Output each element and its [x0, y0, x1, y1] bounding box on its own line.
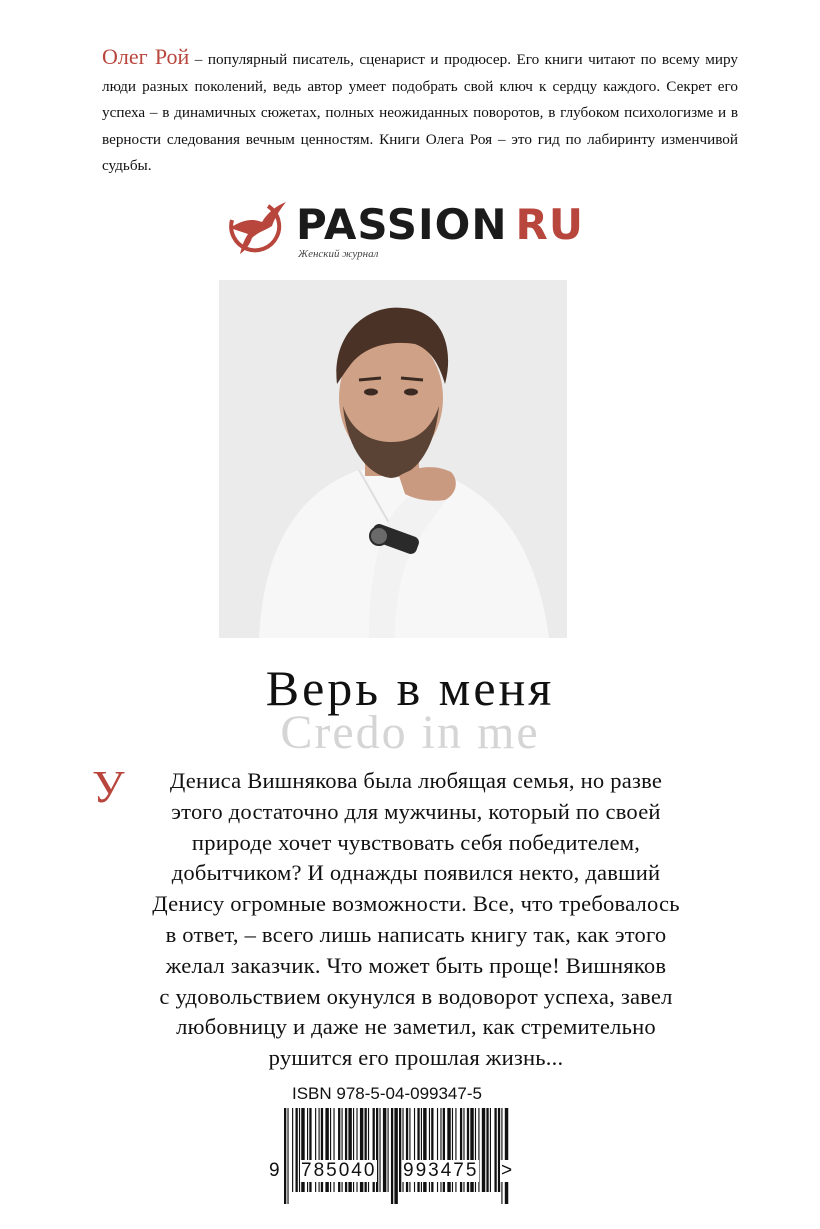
barcode-bar	[284, 1108, 286, 1204]
barcode-bar	[383, 1108, 386, 1192]
book-title: Верь в меня	[265, 660, 555, 716]
barcode-bar	[505, 1108, 508, 1204]
isbn-label: ISBN 978-5-04-099347-5	[292, 1084, 482, 1103]
blurb-line: любовницу и даже не заметил, как стремительно	[176, 1014, 656, 1040]
blurb-line: Денису огромные возможности. Все, что требовалось	[152, 891, 680, 917]
blurb-line: в ответ, – всего лишь написать книгу так, как этого	[165, 921, 667, 947]
barcode-bar	[399, 1108, 401, 1192]
author-bio	[102, 44, 738, 180]
logo-name-main: PASSION	[296, 200, 508, 249]
barcode-bar	[482, 1108, 485, 1192]
author-name: Олег Рой	[102, 44, 190, 69]
barcode-group-left: 785040	[301, 1160, 377, 1181]
barcode-bar	[494, 1108, 496, 1192]
barcode-arrow: >	[501, 1160, 513, 1181]
barcode-bar	[388, 1108, 389, 1192]
barcode-bar	[391, 1108, 393, 1204]
blurb-line: добытчиком? И однажды появился некто, давший	[171, 860, 661, 886]
blurb-dropcap: У	[92, 761, 125, 812]
barcode-bar	[490, 1108, 491, 1192]
logo-wordmark	[296, 200, 584, 249]
barcode-bar	[296, 1108, 298, 1192]
bird-emblem-icon	[222, 198, 288, 260]
barcode-bar	[486, 1108, 488, 1192]
logo-tagline: Женский журнал	[298, 248, 379, 260]
blurb-line: Дениса Вишнякова была любящая семья, но разве	[169, 768, 663, 793]
barcode-bar	[501, 1108, 502, 1204]
book-blurb	[92, 761, 736, 1074]
book-subtitle: Credo in me	[280, 706, 540, 759]
barcode-graphic	[282, 1108, 512, 1204]
author-photo	[219, 280, 567, 638]
blurb-line: рушится его прошлая жизнь...	[268, 1045, 564, 1071]
logo-name-accent: RU	[515, 200, 584, 249]
barcode-group-right: 993475	[403, 1160, 479, 1181]
blurb-line: с удовольствием окунулся в водоворот успеха, завел	[159, 983, 673, 1009]
blurb-line: природе хочет чувствовать себя победителем,	[191, 829, 641, 855]
barcode-bar	[292, 1108, 293, 1192]
passion-ru-logo	[222, 198, 584, 264]
author-portrait-illustration	[219, 280, 567, 638]
blurb-line: этого достаточно для мужчины, который по своей	[171, 798, 661, 824]
barcode-bar	[287, 1108, 288, 1204]
barcode-digit-first: 9	[269, 1160, 280, 1181]
barcode-bar	[379, 1108, 380, 1192]
barcode-bar	[394, 1108, 397, 1204]
blurb-line: желал заказчик. Что может быть проще! Вишняков	[165, 952, 667, 978]
author-bio-text: – популярный писатель, сценарист и продюсер. Его книги читают по всему миру люди разных поколений, ведь автор умеет подобрать свой ключ к сердцу каждого. Секрет его успеха – в динамичных сюжетах, полных неожиданных поворотов, в глубоком психологизме и в верности следования вечным ценностям. Книги Олега Роя – это гид по лабиринту изменчивой судьбы.	[102, 51, 739, 174]
